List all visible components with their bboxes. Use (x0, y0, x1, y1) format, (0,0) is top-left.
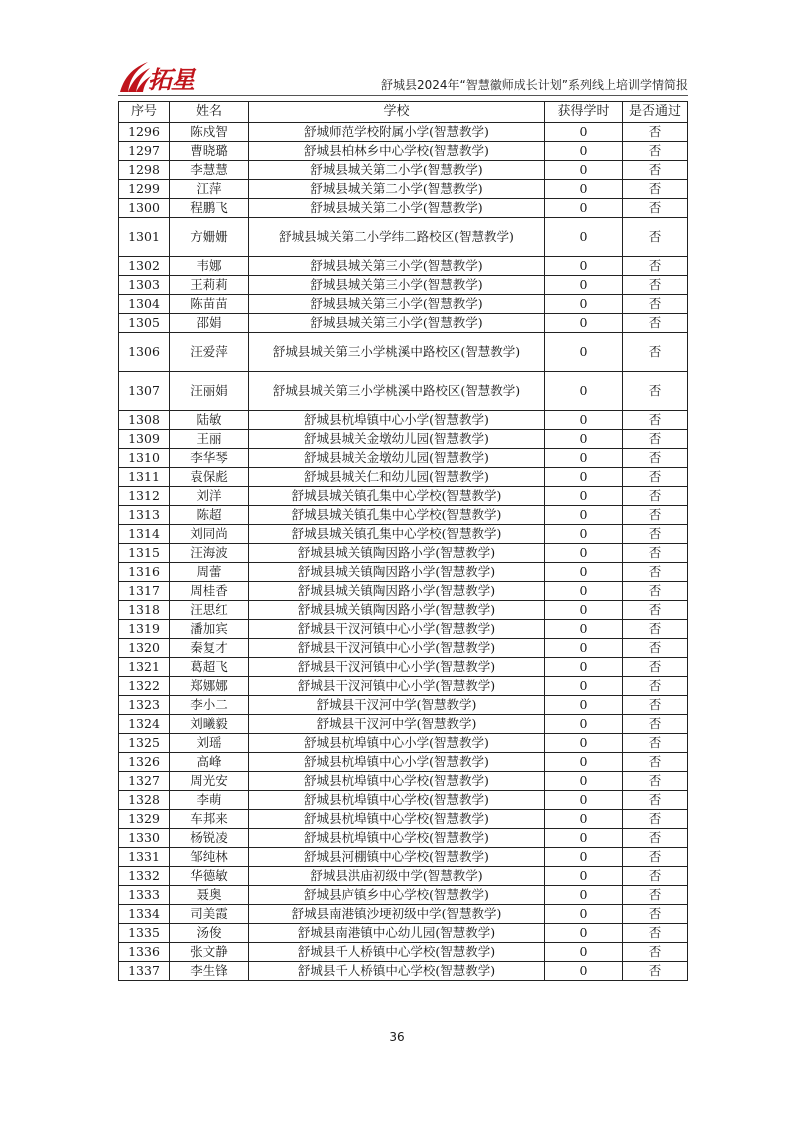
table-row (119, 753, 688, 772)
cell-passed: 否 (623, 218, 688, 257)
cell-school: 舒城县城关金墩幼儿园(智慧教学) (249, 449, 545, 468)
cell-number: 1299 (119, 180, 170, 199)
cell-number: 1310 (119, 449, 170, 468)
cell-passed: 否 (623, 468, 688, 487)
cell-number: 1307 (119, 372, 170, 411)
cell-name: 王丽 (170, 430, 249, 449)
table-row (119, 161, 688, 180)
cell-name: 陈戍智 (170, 123, 249, 142)
cell-number: 1312 (119, 487, 170, 506)
table-row (119, 563, 688, 582)
cell-name: 张文静 (170, 943, 249, 962)
cell-passed: 否 (623, 753, 688, 772)
cell-passed: 否 (623, 333, 688, 372)
cell-passed: 否 (623, 544, 688, 563)
cell-hours: 0 (545, 525, 623, 544)
cell-number: 1314 (119, 525, 170, 544)
cell-hours: 0 (545, 734, 623, 753)
cell-school: 舒城县南港镇沙埂初级中学(智慧教学) (249, 905, 545, 924)
cell-school: 舒城县干汊河镇中心小学(智慧教学) (249, 620, 545, 639)
cell-hours: 0 (545, 772, 623, 791)
table-row (119, 142, 688, 161)
cell-hours: 0 (545, 276, 623, 295)
cell-name: 司美霞 (170, 905, 249, 924)
cell-number: 1335 (119, 924, 170, 943)
cell-passed: 否 (623, 905, 688, 924)
cell-passed: 否 (623, 314, 688, 333)
table-row (119, 810, 688, 829)
table-row (119, 257, 688, 276)
cell-name: 聂奥 (170, 886, 249, 905)
cell-school: 舒城县城关镇孔集中心学校(智慧教学) (249, 487, 545, 506)
table-row (119, 677, 688, 696)
cell-name: 李华琴 (170, 449, 249, 468)
cell-hours: 0 (545, 829, 623, 848)
table-row (119, 487, 688, 506)
cell-number: 1317 (119, 582, 170, 601)
column-header-number: 序号 (119, 102, 170, 123)
cell-passed: 否 (623, 677, 688, 696)
cell-hours: 0 (545, 257, 623, 276)
cell-hours: 0 (545, 962, 623, 981)
cell-name: 李小二 (170, 696, 249, 715)
table-row (119, 180, 688, 199)
cell-hours: 0 (545, 715, 623, 734)
cell-hours: 0 (545, 218, 623, 257)
cell-hours: 0 (545, 943, 623, 962)
cell-passed: 否 (623, 867, 688, 886)
cell-hours: 0 (545, 563, 623, 582)
cell-passed: 否 (623, 943, 688, 962)
cell-number: 1298 (119, 161, 170, 180)
table-row (119, 829, 688, 848)
cell-hours: 0 (545, 506, 623, 525)
cell-school: 舒城县干汊河镇中心小学(智慧教学) (249, 639, 545, 658)
cell-school: 舒城县城关第三小学桃溪中路校区(智慧教学) (249, 372, 545, 411)
cell-number: 1306 (119, 333, 170, 372)
table-row (119, 924, 688, 943)
cell-name: 周桂香 (170, 582, 249, 601)
cell-hours: 0 (545, 314, 623, 333)
cell-name: 江萍 (170, 180, 249, 199)
cell-passed: 否 (623, 620, 688, 639)
cell-school: 舒城县千人桥镇中心学校(智慧教学) (249, 962, 545, 981)
cell-school: 舒城县杭埠镇中心小学(智慧教学) (249, 734, 545, 753)
cell-hours: 0 (545, 696, 623, 715)
cell-name: 刘曦毅 (170, 715, 249, 734)
cell-name: 高峰 (170, 753, 249, 772)
cell-number: 1296 (119, 123, 170, 142)
cell-passed: 否 (623, 715, 688, 734)
cell-number: 1300 (119, 199, 170, 218)
table-row (119, 449, 688, 468)
cell-name: 王莉莉 (170, 276, 249, 295)
cell-school: 舒城县千人桥镇中心学校(智慧教学) (249, 943, 545, 962)
table-row (119, 696, 688, 715)
cell-school: 舒城县杭埠镇中心小学(智慧教学) (249, 753, 545, 772)
cell-hours: 0 (545, 372, 623, 411)
table-header-row (119, 102, 688, 123)
cell-passed: 否 (623, 829, 688, 848)
table-row (119, 506, 688, 525)
cell-name: 陈超 (170, 506, 249, 525)
column-header-passed: 是否通过 (623, 102, 688, 123)
cell-school: 舒城县城关镇陶因路小学(智慧教学) (249, 563, 545, 582)
cell-passed: 否 (623, 563, 688, 582)
cell-school: 舒城县城关第三小学(智慧教学) (249, 295, 545, 314)
cell-hours: 0 (545, 544, 623, 563)
cell-name: 刘洋 (170, 487, 249, 506)
cell-name: 汪海波 (170, 544, 249, 563)
cell-passed: 否 (623, 276, 688, 295)
cell-number: 1316 (119, 563, 170, 582)
cell-number: 1333 (119, 886, 170, 905)
cell-school: 舒城县城关第三小学桃溪中路校区(智慧教学) (249, 333, 545, 372)
table-row (119, 525, 688, 544)
cell-name: 陈苗苗 (170, 295, 249, 314)
table-row (119, 601, 688, 620)
cell-number: 1324 (119, 715, 170, 734)
cell-number: 1304 (119, 295, 170, 314)
table-row (119, 295, 688, 314)
cell-school: 舒城县河棚镇中心学校(智慧教学) (249, 848, 545, 867)
cell-passed: 否 (623, 295, 688, 314)
cell-hours: 0 (545, 791, 623, 810)
cell-passed: 否 (623, 257, 688, 276)
cell-school: 舒城县杭埠镇中心小学(智慧教学) (249, 411, 545, 430)
cell-hours: 0 (545, 905, 623, 924)
cell-name: 潘加宾 (170, 620, 249, 639)
cell-name: 刘同尚 (170, 525, 249, 544)
cell-hours: 0 (545, 449, 623, 468)
cell-number: 1326 (119, 753, 170, 772)
cell-name: 汪思红 (170, 601, 249, 620)
cell-passed: 否 (623, 772, 688, 791)
table-row (119, 772, 688, 791)
cell-passed: 否 (623, 696, 688, 715)
cell-school: 舒城县干汊河中学(智慧教学) (249, 696, 545, 715)
cell-number: 1297 (119, 142, 170, 161)
table-row (119, 430, 688, 449)
cell-name: 周光安 (170, 772, 249, 791)
table-row (119, 468, 688, 487)
cell-hours: 0 (545, 639, 623, 658)
cell-number: 1329 (119, 810, 170, 829)
cell-name: 周蕾 (170, 563, 249, 582)
cell-passed: 否 (623, 487, 688, 506)
cell-school: 舒城县城关镇孔集中心学校(智慧教学) (249, 506, 545, 525)
cell-number: 1311 (119, 468, 170, 487)
header-divider (118, 95, 688, 96)
cell-passed: 否 (623, 123, 688, 142)
page-header (118, 58, 688, 98)
cell-name: 汪丽娟 (170, 372, 249, 411)
cell-hours: 0 (545, 142, 623, 161)
cell-school: 舒城县杭埠镇中心学校(智慧教学) (249, 772, 545, 791)
cell-number: 1322 (119, 677, 170, 696)
cell-hours: 0 (545, 677, 623, 696)
cell-passed: 否 (623, 180, 688, 199)
table-row (119, 905, 688, 924)
cell-school: 舒城县城关第二小学(智慧教学) (249, 199, 545, 218)
cell-name: 华德敏 (170, 867, 249, 886)
cell-number: 1334 (119, 905, 170, 924)
cell-school: 舒城县城关镇陶因路小学(智慧教学) (249, 601, 545, 620)
cell-passed: 否 (623, 734, 688, 753)
cell-number: 1302 (119, 257, 170, 276)
cell-passed: 否 (623, 430, 688, 449)
cell-school: 舒城县城关第二小学(智慧教学) (249, 161, 545, 180)
cell-number: 1321 (119, 658, 170, 677)
cell-name: 方姗姗 (170, 218, 249, 257)
cell-name: 郑娜娜 (170, 677, 249, 696)
cell-school: 舒城县干汊河镇中心小学(智慧教学) (249, 658, 545, 677)
cell-hours: 0 (545, 924, 623, 943)
cell-name: 韦娜 (170, 257, 249, 276)
cell-name: 曹晓璐 (170, 142, 249, 161)
cell-number: 1313 (119, 506, 170, 525)
cell-number: 1328 (119, 791, 170, 810)
table-row (119, 962, 688, 981)
cell-name: 汪爱萍 (170, 333, 249, 372)
table-row (119, 886, 688, 905)
cell-passed: 否 (623, 924, 688, 943)
cell-passed: 否 (623, 411, 688, 430)
cell-passed: 否 (623, 582, 688, 601)
cell-name: 邹纯林 (170, 848, 249, 867)
cell-passed: 否 (623, 525, 688, 544)
table-body (119, 123, 688, 981)
cell-hours: 0 (545, 658, 623, 677)
cell-number: 1332 (119, 867, 170, 886)
cell-hours: 0 (545, 333, 623, 372)
cell-name: 汤俊 (170, 924, 249, 943)
column-header-school: 学校 (249, 102, 545, 123)
cell-school: 舒城县干汊河镇中心小学(智慧教学) (249, 677, 545, 696)
cell-passed: 否 (623, 372, 688, 411)
cell-number: 1319 (119, 620, 170, 639)
cell-name: 邵娟 (170, 314, 249, 333)
cell-hours: 0 (545, 468, 623, 487)
cell-passed: 否 (623, 791, 688, 810)
cell-number: 1327 (119, 772, 170, 791)
logo (118, 58, 208, 94)
cell-school: 舒城县城关第二小学纬二路校区(智慧教学) (249, 218, 545, 257)
cell-school: 舒城县杭埠镇中心学校(智慧教学) (249, 791, 545, 810)
cell-passed: 否 (623, 810, 688, 829)
column-header-hours: 获得学时 (545, 102, 623, 123)
cell-name: 车邦来 (170, 810, 249, 829)
cell-hours: 0 (545, 180, 623, 199)
table-row (119, 867, 688, 886)
cell-hours: 0 (545, 886, 623, 905)
cell-school: 舒城县柏林乡中心学校(智慧教学) (249, 142, 545, 161)
logo-swoosh-icon (118, 60, 152, 94)
cell-hours: 0 (545, 161, 623, 180)
cell-school: 舒城县城关第二小学(智慧教学) (249, 180, 545, 199)
table-row (119, 372, 688, 411)
cell-name: 陆敏 (170, 411, 249, 430)
cell-passed: 否 (623, 506, 688, 525)
table-row (119, 123, 688, 142)
cell-school: 舒城县庐镇乡中心学校(智慧教学) (249, 886, 545, 905)
cell-number: 1318 (119, 601, 170, 620)
cell-number: 1336 (119, 943, 170, 962)
cell-school: 舒城县南港镇中心幼儿园(智慧教学) (249, 924, 545, 943)
cell-number: 1330 (119, 829, 170, 848)
cell-school: 舒城县城关第三小学(智慧教学) (249, 257, 545, 276)
cell-number: 1309 (119, 430, 170, 449)
cell-hours: 0 (545, 295, 623, 314)
table-row (119, 715, 688, 734)
header-title: 舒城县2024年“智慧徽师成长计划”系列线上培训学情简报 (381, 78, 688, 92)
cell-name: 葛超飞 (170, 658, 249, 677)
cell-hours: 0 (545, 582, 623, 601)
cell-passed: 否 (623, 962, 688, 981)
cell-school: 舒城县城关金墩幼儿园(智慧教学) (249, 430, 545, 449)
table-row (119, 582, 688, 601)
table-row (119, 848, 688, 867)
cell-hours: 0 (545, 123, 623, 142)
cell-hours: 0 (545, 430, 623, 449)
cell-number: 1320 (119, 639, 170, 658)
table-row (119, 333, 688, 372)
cell-passed: 否 (623, 658, 688, 677)
cell-name: 李慧慧 (170, 161, 249, 180)
table-row (119, 943, 688, 962)
table-row (119, 620, 688, 639)
table-row (119, 411, 688, 430)
table-row (119, 314, 688, 333)
cell-name: 李生锋 (170, 962, 249, 981)
cell-name: 刘瑶 (170, 734, 249, 753)
cell-passed: 否 (623, 601, 688, 620)
cell-name: 程鹏飞 (170, 199, 249, 218)
cell-school: 舒城县城关第三小学(智慧教学) (249, 314, 545, 333)
cell-school: 舒城县洪庙初级中学(智慧教学) (249, 867, 545, 886)
cell-passed: 否 (623, 639, 688, 658)
cell-school: 舒城县杭埠镇中心学校(智慧教学) (249, 810, 545, 829)
cell-hours: 0 (545, 753, 623, 772)
cell-name: 袁保彪 (170, 468, 249, 487)
cell-hours: 0 (545, 199, 623, 218)
cell-school: 舒城县城关仁和幼儿园(智慧教学) (249, 468, 545, 487)
cell-passed: 否 (623, 449, 688, 468)
training-status-table (118, 101, 688, 981)
cell-name: 杨锐凌 (170, 829, 249, 848)
cell-passed: 否 (623, 199, 688, 218)
cell-number: 1305 (119, 314, 170, 333)
cell-passed: 否 (623, 848, 688, 867)
table-row (119, 276, 688, 295)
cell-hours: 0 (545, 411, 623, 430)
table-row (119, 658, 688, 677)
column-header-name: 姓名 (170, 102, 249, 123)
logo-text: 拓星 (148, 65, 194, 94)
table-row (119, 791, 688, 810)
cell-name: 秦复才 (170, 639, 249, 658)
cell-hours: 0 (545, 620, 623, 639)
cell-number: 1337 (119, 962, 170, 981)
cell-school: 舒城县城关镇孔集中心学校(智慧教学) (249, 525, 545, 544)
cell-school: 舒城县城关镇陶因路小学(智慧教学) (249, 544, 545, 563)
page-number: 36 (389, 1030, 405, 1044)
table-row (119, 639, 688, 658)
cell-hours: 0 (545, 848, 623, 867)
cell-hours: 0 (545, 601, 623, 620)
cell-passed: 否 (623, 142, 688, 161)
table-row (119, 199, 688, 218)
table-row (119, 218, 688, 257)
cell-number: 1323 (119, 696, 170, 715)
cell-passed: 否 (623, 161, 688, 180)
cell-number: 1331 (119, 848, 170, 867)
cell-name: 李萌 (170, 791, 249, 810)
cell-school: 舒城县杭埠镇中心学校(智慧教学) (249, 829, 545, 848)
cell-number: 1301 (119, 218, 170, 257)
cell-hours: 0 (545, 867, 623, 886)
cell-number: 1325 (119, 734, 170, 753)
table-row (119, 734, 688, 753)
cell-school: 舒城师范学校附属小学(智慧教学) (249, 123, 545, 142)
cell-passed: 否 (623, 886, 688, 905)
cell-hours: 0 (545, 487, 623, 506)
cell-school: 舒城县干汊河中学(智慧教学) (249, 715, 545, 734)
cell-school: 舒城县城关镇陶因路小学(智慧教学) (249, 582, 545, 601)
cell-school: 舒城县城关第三小学(智慧教学) (249, 276, 545, 295)
cell-number: 1308 (119, 411, 170, 430)
cell-number: 1303 (119, 276, 170, 295)
cell-hours: 0 (545, 810, 623, 829)
cell-number: 1315 (119, 544, 170, 563)
table-row (119, 544, 688, 563)
